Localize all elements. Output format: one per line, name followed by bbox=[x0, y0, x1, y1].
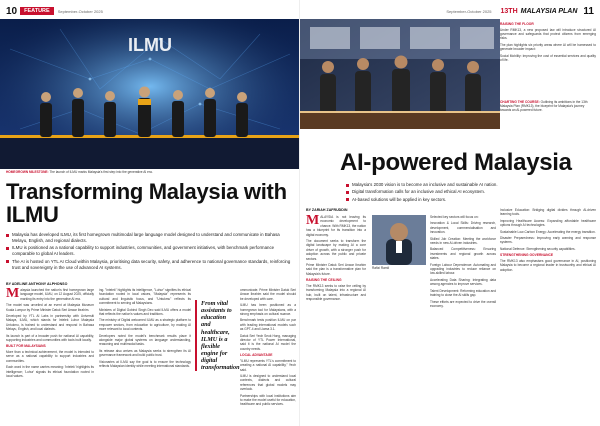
paragraph: Benchmark tests position ILMU on par with leading international models such as GPT-4 and Llama 3.1. bbox=[240, 318, 296, 332]
paragraph: ommunicate. Prime Minister Datuk Seri Anwar Ibrahim said the model should be developed with care. bbox=[240, 288, 296, 301]
byline: BY ADELINE ANTHONY ALPHONSO bbox=[6, 282, 68, 286]
page-number: 10 bbox=[6, 5, 18, 17]
paragraph: Talent Development: Reforming education and training to close the AI skills gap. bbox=[430, 288, 496, 298]
paragraph: Each word in the name carries meaning: 'Intelek' highlights its intelligence; 'Luhur' signals its ethical foundation rooted in local values. bbox=[6, 365, 94, 379]
article-headline: Transforming Malaysia with ILMU bbox=[6, 179, 287, 228]
issue-date: September-October 2025 bbox=[57, 8, 103, 14]
paragraph: Disaster Preparedness: Improving early warning and response systems. bbox=[500, 236, 596, 245]
article-column-2 bbox=[430, 215, 496, 422]
paragraph: ALAYSIA is not leaving its economic development to chance. With RMK13, the nation has a blueprint for its transition into a digital economy. bbox=[306, 215, 366, 237]
paragraph: Prime Minister Datuk Seri Anwar Ibrahim said the plan is a transformative plan for Malaysia's future. bbox=[306, 263, 366, 276]
photo-caption bbox=[500, 100, 596, 112]
article-column-2 bbox=[99, 288, 191, 422]
subheading: RAISING THE FLOOR bbox=[500, 22, 534, 26]
caption-text: Outlining its ambitions in the 13th Malaysia Plan (RMK13), the blueprint for Malaysia's journey towards an AI-powered future. bbox=[500, 100, 588, 113]
paragraph: alaysia launched the nation's first homegrown large language model, ILMU, on 12 August 2025, officially marking its entry into the generative AI era. bbox=[20, 288, 94, 301]
paragraph: Developers noted the model's benchmark results place it alongside major global systems on language understanding, reasoning and multimodal tasks. bbox=[99, 333, 191, 347]
paragraph: Datuk Seri Yeoh Seok Hong, managing director of YTL Power International, said it is the national AI model the country needs. bbox=[240, 333, 296, 351]
paragraph: Visionaries at ILMU say the goal is to ensure the technology reflects Malaysian identity while meeting international standards. bbox=[99, 359, 191, 369]
key-point: Malaysia's 2030 vision is to become an inclusive and sustainable AI nation. bbox=[346, 182, 596, 188]
paragraph: Its launch is part of a broader push for national AI capability, supporting industries and communities with tools built locally. bbox=[6, 333, 94, 343]
malaysia-plan-photo bbox=[300, 19, 500, 129]
caption-label: HOMEGROWN MILESTONE: bbox=[6, 170, 49, 174]
caption-label: CHARTING THE COURSE: bbox=[500, 100, 540, 104]
paragraph: Partnerships with local institutions aim to make the model useful for education, healthcare and public services. bbox=[240, 393, 296, 407]
paragraph: "ILMU represents YTL's commitment to creating a national AI capability," Yeoh said. bbox=[240, 358, 296, 372]
paragraph: Inclusive Education: Bridging digital divides through AI-driven learning tools. bbox=[500, 208, 596, 217]
paragraph: The document seeks to transform the digital landscape by making AI a core driver of growth, with a stronger push for adoption across the public and private sectors. bbox=[306, 239, 366, 261]
paragraph: Developed by YTL AI Labs in partnership with Universiti Malaya, ILMU, which stands for Intelek Luhur Malaysia Untukmu, is trained to understand and respond in Bahasa Melayu, English, and local dialects. bbox=[6, 314, 94, 332]
paragraph: Social Mobility: Improving the cost of essential services and quality of life. bbox=[500, 53, 596, 62]
article-column-3 bbox=[500, 208, 596, 422]
paragraph: The ministry of Digital welcomed ILMU as a strategic platform to empower sectors, from education to agriculture, by making AI more relevant to local contexts. bbox=[99, 318, 191, 332]
left-page-header bbox=[6, 4, 306, 18]
subheading: STRENGTHENING GOVERNANCE bbox=[500, 253, 554, 258]
subheading: LOCAL ADVANTAGE bbox=[240, 353, 273, 358]
paragraph: Innovation & Local Skills: Driving research, development, commercialisation and innovation. bbox=[430, 221, 496, 235]
key-points-list bbox=[346, 182, 596, 204]
key-point: The AI is hosted on YTL AI Cloud within Malaysia, prioritising data security, safety, and adherence to national governance standards, reinforcing trust and sovereignty in the use of advanced AI systems. bbox=[6, 259, 292, 271]
photo-caption bbox=[6, 170, 296, 174]
paragraph: The plan highlights six priority areas where AI will be harnessed to generate broader impact: bbox=[500, 42, 596, 52]
article-column-1 bbox=[306, 215, 366, 422]
subheading: RAISING THE CEILING bbox=[306, 278, 342, 283]
plan-photo-illustration bbox=[300, 19, 500, 129]
caption-text: The launch of ILMU marks Malaysia's first step into the generative AI era. bbox=[49, 170, 153, 174]
inset-portrait-photo bbox=[372, 215, 426, 265]
paragraph: National Defence: Strengthening security capabilities. bbox=[500, 246, 576, 251]
paragraph: Accelerating Data Sharing: Integrating data among agencies to improve services. bbox=[430, 277, 496, 287]
drop-cap: M bbox=[6, 288, 20, 301]
svg-text:ILMU: ILMU bbox=[128, 35, 172, 55]
key-points-list bbox=[6, 232, 292, 272]
portrait-illustration bbox=[372, 215, 426, 265]
paragraph: ILMU has been positioned as a homegrown tool for Malaysians, with a strong emphasis on cultural nuance. bbox=[240, 303, 296, 317]
right-page-header bbox=[300, 4, 600, 18]
paragraph: These efforts are expected to drive the overall economy. bbox=[430, 299, 496, 308]
section-title: MALAYSIA PLAN bbox=[520, 7, 578, 15]
paragraph: More than a technical achievement, the model is intended to serve as a national capability to support industries and communities. bbox=[6, 350, 94, 363]
page-number: 11 bbox=[583, 5, 594, 17]
paragraph: Selected key sectors will focus on: bbox=[430, 215, 479, 219]
paragraph: Skilled Job Creation: Meeting the workforce needs in new AI-driven industries. bbox=[430, 236, 496, 246]
key-point: Digital transformation calls for an inclusive and ethical AI ecosystem. bbox=[346, 189, 596, 195]
paragraph: ILMU is designed to understand local contexts, dialects and cultural references that global models may overlook. bbox=[240, 374, 296, 392]
article-headline: AI-powered Malaysia bbox=[340, 149, 572, 176]
key-point: AI-based solutions will be applied in key sectors. bbox=[346, 197, 596, 203]
pull-quote: From vital assistants to education and healthcare, ILMU is a flexible engine for digital transformation bbox=[195, 300, 237, 371]
paragraph: Under RMK13, a new proposed law will introduce structured AI governance and safeguards that protect citizens from emerging risks. bbox=[500, 27, 596, 41]
paragraph: Improving Healthcare Access: Expanding affordable healthcare options through AI technologies. bbox=[500, 218, 596, 228]
paragraph: Foreign Labour Dependence: Automating and upgrading industries to reduce reliance on low-skilled labour. bbox=[430, 262, 496, 276]
ilmu-launch-photo bbox=[0, 19, 300, 169]
key-point: Malaysia has developed ILMU, its first homegrown multimodal large language model designed to understand and communicate in Bahasa Melayu, English, and regional dialects. bbox=[6, 232, 292, 244]
subheading: BUILT FOR MALAYSIANS bbox=[6, 344, 46, 349]
drop-cap: M bbox=[306, 215, 320, 228]
paragraph: Ministers of Digital Gobind Singh Deo said ILMU offers a model that reflects the nation's values and traditions. bbox=[99, 307, 191, 317]
paragraph: Balanced Competitiveness: Ensuring investments and regional growth across states. bbox=[430, 247, 496, 261]
article-column-1 bbox=[6, 288, 94, 422]
byline: BY ZARIAH ZAFRUDDIN bbox=[306, 208, 348, 212]
section-tag: FEATURE bbox=[20, 7, 54, 15]
right-page bbox=[300, 0, 600, 426]
sidebar-column-top bbox=[500, 20, 596, 98]
stage-photo-illustration bbox=[0, 19, 300, 169]
article-column-3 bbox=[240, 288, 296, 422]
section-number: 13TH bbox=[500, 7, 518, 15]
issue-date: September-October 2025 bbox=[446, 8, 492, 14]
paragraph: Its release also arrives as Malaysia seeks to strengthen its AI governance framework and build public trust. bbox=[99, 348, 191, 358]
paragraph: The RMK13 also emphasises good governance in AI, positioning Malaysia to become a regional leader in trustworthy and ethical AI adoption. bbox=[500, 258, 596, 272]
portrait-caption: Rafizi Ramli bbox=[372, 266, 390, 270]
paragraph: The model was unveiled at an event at Malaysia Museum Kuala Lumpur by Prime Minister Datuk Seri Anwar Ibrahim. bbox=[6, 303, 94, 312]
key-point: ILMU is positioned as a national capability to support industries, communities, and government initiatives, with benchmark performance comparable to global AI leaders. bbox=[6, 245, 292, 257]
paragraph: ing. "Intelek" highlights its intelligence, "Luhur" signifies its ethical foundation rooted in local values, "Malaysia" represents its cultural and linguistic focus, and "Untukmu" reflects its commitment to serving all Malaysians. bbox=[99, 288, 191, 306]
paragraph: Sustainable Low-Carbon Energy: Accelerating the energy transition. bbox=[500, 229, 596, 234]
paragraph: The RMK13 seeks to raise the ceiling by transforming Malaysia into a regional AI hub, built on talent, infrastructure and responsible governance. bbox=[306, 283, 366, 302]
